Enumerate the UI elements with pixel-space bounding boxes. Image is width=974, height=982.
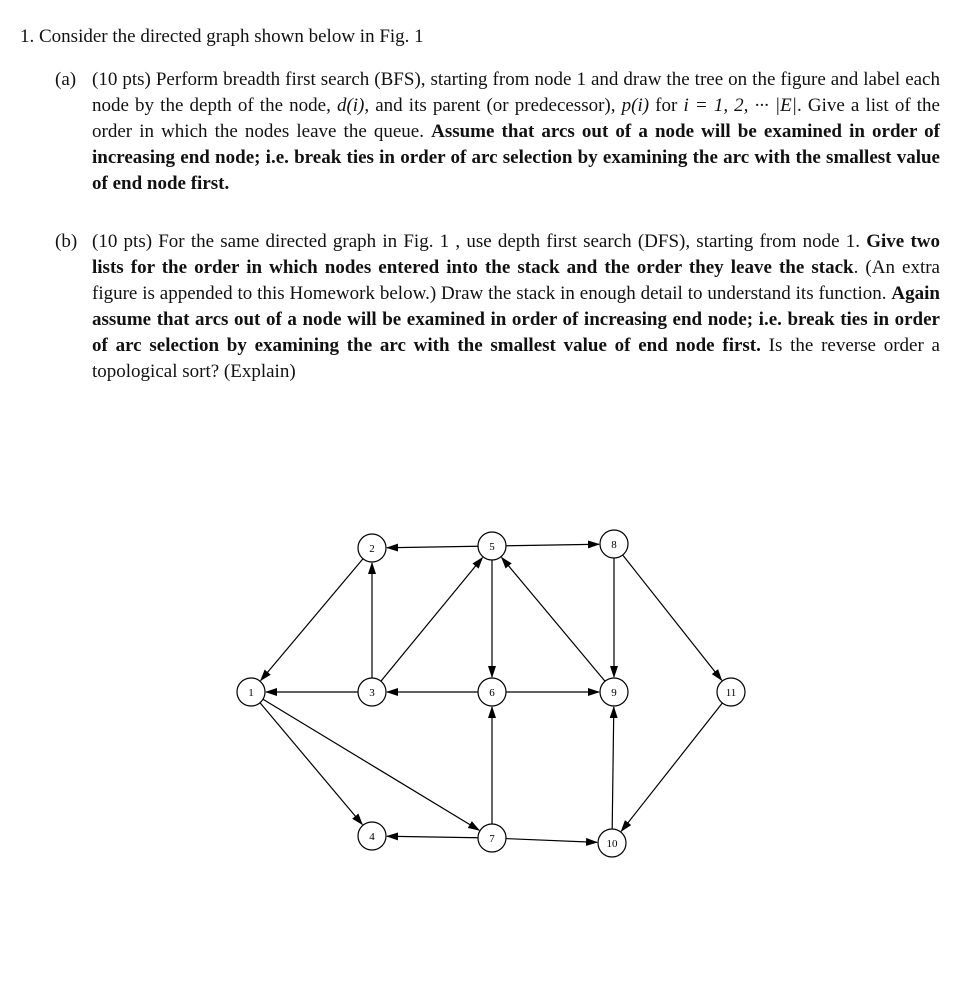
node-label: 11 bbox=[725, 687, 737, 699]
part-b-text-2: . (An extra figure is appended to this Homework below.) Draw the stack in enough detail to understand its function. bbox=[92, 257, 940, 304]
edge-8-to-11 bbox=[623, 555, 722, 680]
node-9 bbox=[600, 678, 628, 706]
node-7 bbox=[478, 824, 506, 852]
node-label: 7 bbox=[489, 833, 495, 845]
part-b-bold-1: Give two lists for the order in which nodes entered into the stack and the order they leave the stack bbox=[92, 231, 940, 278]
part-a-bold-note: Assume that arcs out of a node will be examined in order of increasing end node; i.e. break ties in order of arc selection by examining the arc with the smallest value of end node first. bbox=[92, 121, 941, 194]
node-label: 10 bbox=[606, 838, 618, 850]
edge-10-to-9 bbox=[612, 707, 614, 829]
part-a-text-2: , and its parent (or predecessor), bbox=[364, 95, 622, 116]
part-b-text-3: Is the reverse order a topological sort? (Explain) bbox=[92, 335, 940, 382]
node-label: 3 bbox=[369, 687, 375, 699]
edge-1-to-7 bbox=[263, 699, 479, 830]
question-title: 1. Consider the directed graph shown below in Fig. 1 bbox=[20, 26, 424, 47]
edge-1-to-4 bbox=[260, 703, 362, 825]
parent-symbol: p(i) bbox=[621, 95, 650, 116]
node-label: 1 bbox=[248, 687, 254, 699]
edge-5-to-2 bbox=[387, 546, 478, 548]
edge-5-to-8 bbox=[506, 544, 599, 546]
depth-symbol: d(i) bbox=[336, 95, 365, 116]
node-10 bbox=[598, 829, 626, 857]
node-5 bbox=[478, 532, 506, 560]
edge-11-to-10 bbox=[621, 703, 722, 831]
node-label: 4 bbox=[369, 831, 375, 843]
node-6 bbox=[478, 678, 506, 706]
node-2 bbox=[358, 534, 386, 562]
node-label: 9 bbox=[611, 687, 617, 699]
edge-9-to-5 bbox=[502, 558, 605, 682]
node-8 bbox=[600, 530, 628, 558]
index-range: i = 1, 2, ··· |E| bbox=[683, 95, 797, 116]
part-a-label: (a) bbox=[55, 69, 77, 90]
part-b-text-1: (10 pts) For the same directed graph in Fig. 1 , use depth first search (DFS), starting from node 1. bbox=[92, 231, 867, 252]
node-label: 8 bbox=[611, 539, 617, 551]
part-a-text-3: for bbox=[649, 95, 684, 116]
node-label: 6 bbox=[489, 687, 495, 699]
part-b-label: (b) bbox=[55, 231, 78, 252]
part-b-bold-2: Again assume that arcs out of a node will be examined in order of increasing end node; i.e. break ties in order of arc selection by examining the arc with the smallest value of end node first. bbox=[92, 283, 940, 356]
part-a-text-4: . Give a list of the order in which the nodes leave the queue. bbox=[92, 95, 940, 142]
node-1 bbox=[237, 678, 265, 706]
node-label: 5 bbox=[489, 541, 495, 553]
edge-7-to-4 bbox=[387, 836, 478, 838]
edge-7-to-10 bbox=[506, 839, 597, 843]
edge-3-to-5 bbox=[381, 558, 483, 682]
node-11 bbox=[717, 678, 745, 706]
edge-2-to-1 bbox=[261, 559, 363, 681]
node-label: 2 bbox=[369, 543, 375, 555]
node-3 bbox=[358, 678, 386, 706]
node-4 bbox=[358, 822, 386, 850]
part-a-text-1: (10 pts) Perform breadth first search (BFS), starting from node 1 and draw the tree on the figure and label each node by the depth of the node, bbox=[92, 69, 940, 116]
